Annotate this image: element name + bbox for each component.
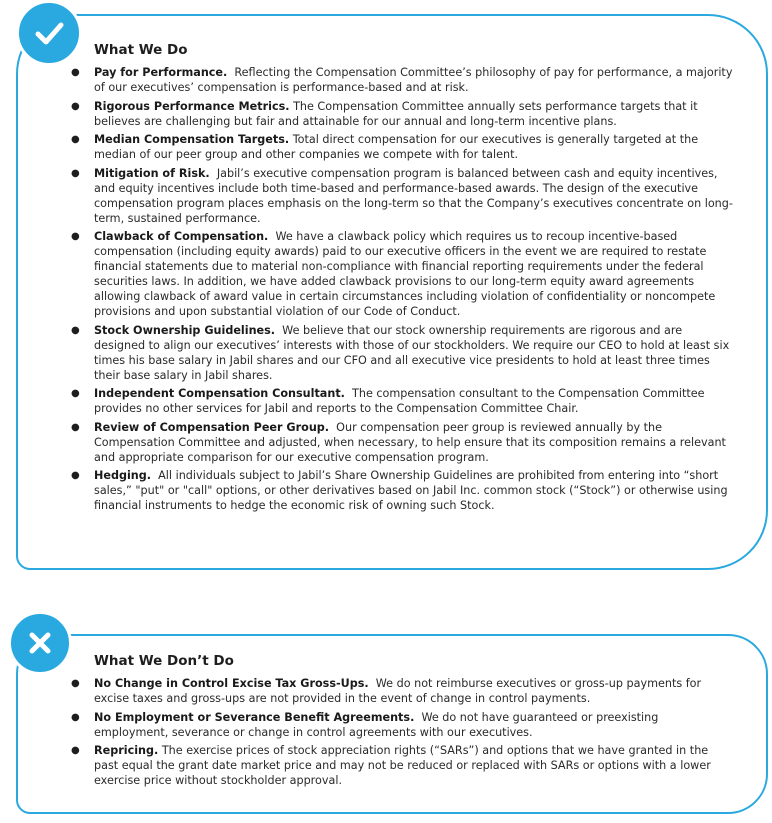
item-text: The Compensation Committee annually sets performance targets that it believes are challenging but fair and attainable for our annual and long-term incentive plans. — [94, 99, 698, 128]
list-item — [70, 323, 735, 383]
list-item — [70, 229, 735, 319]
list-item — [70, 166, 735, 226]
item-title: Mitigation of Risk. — [94, 166, 210, 180]
bullet-icon: ● — [71, 67, 80, 78]
list-item — [70, 420, 735, 465]
item-text: We believe that our stock ownership requirements are rigorous and are designed to align our executives’ interests with those of our stockholders. We require our CEO to hold at least six times his base salary in Jabil shares and our CFO and all executive vice presidents to hold at least three times their base salary in Jabil shares. — [94, 323, 730, 382]
item-title: No Change in Control Excise Tax Gross-Ups. — [94, 677, 369, 690]
bullet-icon: ● — [71, 134, 80, 145]
bullet-icon: ● — [71, 100, 80, 112]
item-text: The exercise prices of stock appreciation rights (“SARs”) and options that we have granted in the past equal the grant date market price and may not be reduced or replaced with SARs or options with a lower exercise price without stockholder approval. — [94, 744, 711, 787]
item-text: All individuals subject to Jabil’s Share Ownership Guidelines are prohibited from entering into “short sales,” "put" or "call" options, or other derivatives based on Jabil Inc. common stock (“Stock”) or otherwise using financial instruments to hedge the economic risk of owning such Stock. — [94, 469, 728, 512]
item-title: Independent Compensation Consultant. — [94, 387, 345, 400]
bullet-icon: ● — [71, 421, 80, 433]
x-badge — [8, 611, 72, 675]
list-item — [70, 65, 735, 95]
item-title: Rigorous Performance Metrics. — [94, 99, 290, 113]
bullet-icon: ● — [71, 711, 80, 723]
item-title: Pay for Performance. — [94, 66, 228, 79]
list-item — [70, 132, 735, 162]
item-text: Total direct compensation for our executives is generally targeted at the median of our peer group and other companies we compete with for talent. — [94, 133, 699, 161]
what-we-dont-do-title: What We Don’t Do — [94, 653, 234, 669]
bullet-icon: ● — [71, 470, 80, 481]
item-text: Jabil’s executive compensation program is balanced between cash and equity incentives, and equity incentives include both time-based and performance-based awards. The design of the executive compensation program places emphasis on the long-term so that the Company’s executives concentrate on long-term, sustained performance. — [94, 166, 733, 225]
item-text: Our compensation peer group is reviewed annually by the Compensation Committee and adjusted, when necessary, to help ensure that its composition remains a relevant and appropriate comparison for our executive compensation program. — [94, 420, 726, 464]
list-item — [70, 386, 735, 416]
list-item — [70, 99, 735, 129]
bullet-icon: ● — [71, 167, 80, 179]
item-title: Hedging. — [94, 469, 152, 482]
bullet-icon: ● — [71, 231, 80, 242]
item-title: Clawback of Compensation. — [94, 230, 269, 243]
item-text: The compensation consultant to the Compensation Committee provides no other services for Jabil and reports to the Compensation Committee Chair. — [94, 387, 705, 415]
list-item — [70, 468, 735, 513]
bullet-icon: ● — [71, 324, 80, 336]
x-icon — [24, 627, 56, 659]
what-we-do-list — [70, 65, 735, 517]
item-text: Reflecting the Compensation Committee’s philosophy of pay for performance, a majority of our executives’ compensation is performance-based and at risk. — [94, 66, 733, 94]
bullet-icon: ● — [71, 678, 80, 689]
item-text: We do not have guaranteed or preexisting employment, severance or change in control agreements with our executives. — [94, 710, 659, 739]
item-title: No Employment or Severance Benefit Agreements. — [94, 710, 415, 724]
item-title: Stock Ownership Guidelines. — [94, 323, 276, 337]
bullet-icon: ● — [71, 388, 80, 399]
check-badge — [16, 0, 82, 66]
list-item — [70, 743, 735, 788]
item-text: We have a clawback policy which requires us to recoup incentive-based compensation (including equity awards) paid to our executive officers in the event we are required to restate financial statements due to material non-compliance with financial reporting requirements under the federal securities laws. In addition, we have added clawback provisions to our long-term equity award agreements allowing clawback of award value in certain circumstances including violation of confidentiality or noncompete provisions and upon substantial violation of our Code of Conduct. — [94, 230, 716, 318]
item-title: Median Compensation Targets. — [94, 133, 290, 146]
what-we-do-title: What We Do — [94, 42, 188, 58]
list-item — [70, 710, 735, 740]
item-title: Review of Compensation Peer Group. — [94, 420, 330, 434]
item-title: Repricing. — [94, 744, 159, 757]
item-text: We do not reimburse executives or gross-up payments for excise taxes and gross-ups are not provided in the event of change in control payments. — [94, 677, 702, 705]
bullet-icon: ● — [71, 745, 80, 756]
check-icon — [31, 15, 67, 51]
what-we-dont-do-list — [70, 676, 735, 792]
list-item — [70, 676, 735, 706]
